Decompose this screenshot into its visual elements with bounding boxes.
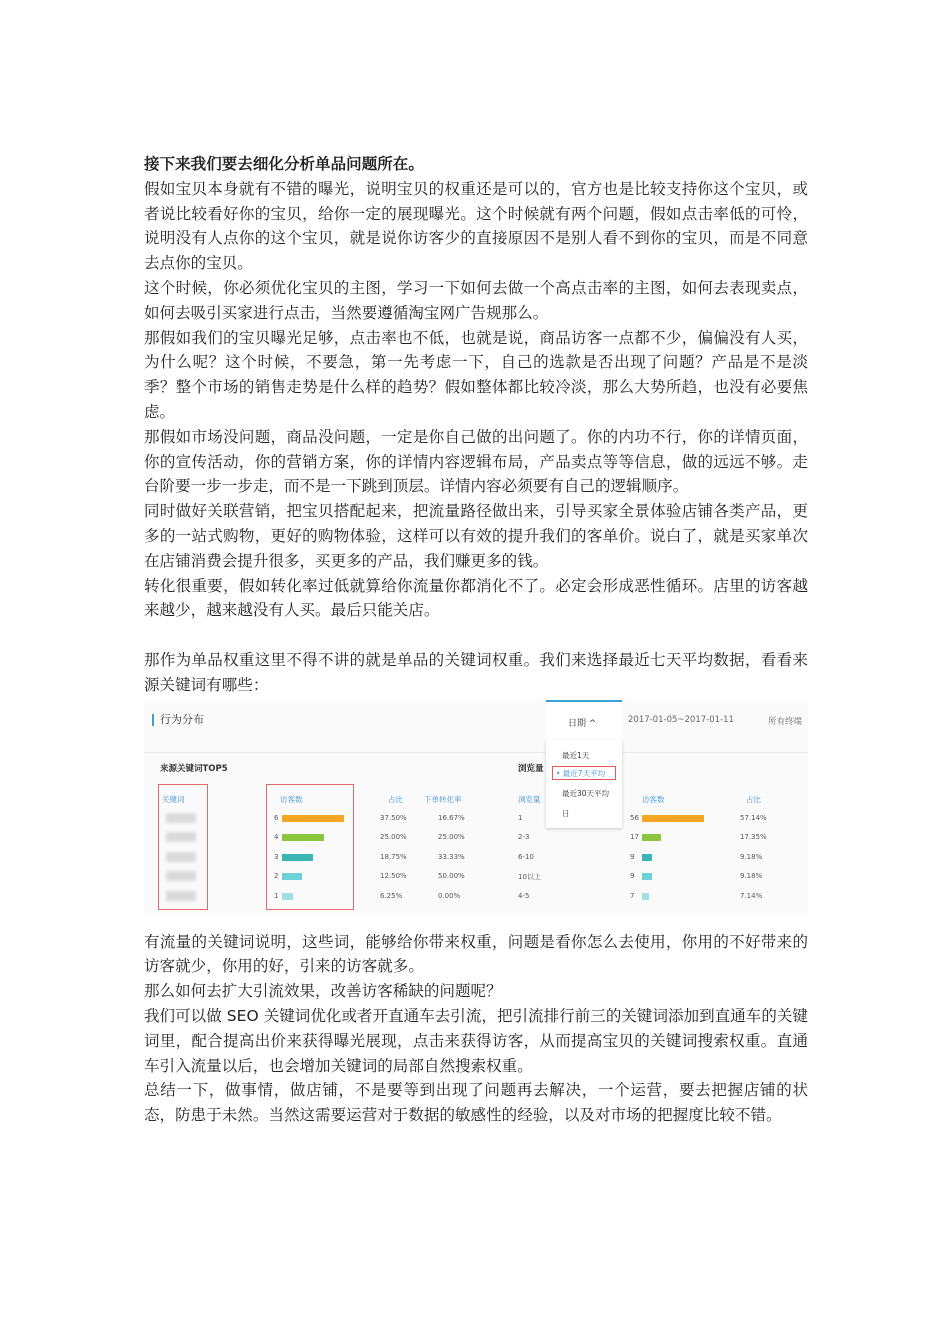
conversion-cell: 16.67% [438,813,465,822]
share-cell: 57.14% [740,813,767,822]
paragraph: 那作为单品权重这里不得不讲的就是单品的关键词权重。我们来选择最近七天平均数据，看看来源关键词有哪些： [144,650,808,694]
conversion-cell: 33.33% [438,852,465,861]
paragraph: 我们可以做 SEO 关键词优化或者开直通车去引流，把引流排行前三的关键词添加到直通车的关键词里，配合提高出价来获得曝光展现，点击来获得访客，从而提高宝贝的关键词搜索权重。直通车引入流量以后，也会增加关键词的局部自然搜索权重。 [144,1006,808,1075]
date-selector[interactable] [546,700,622,742]
dropdown-item[interactable]: 最近30天平均 [562,788,610,798]
visitors-cell: 1 [274,891,279,900]
document-body [144,152,808,1128]
visitors-cell: 17 [630,833,639,842]
share-cell: 9.18% [740,872,763,881]
visitors-bar [642,815,704,822]
visitors-cell: 3 [274,852,279,861]
blank-line [144,623,808,648]
paragraph: 那么如何去扩大引流效果，改善访客稀缺的问题呢？ [144,982,502,1001]
paragraph: 那假如我们的宝贝曝光足够，点击率也不低，也就是说，商品访客一点都不少，偏偏没有人买，为什么呢？这个时候，不要急，第一先考虑一下，自己的选款是否出现了问题？产品是不是淡季？整个市场的销售走势是什么样的趋势？假如整体都比较冷淡，那么大势所趋，也没有必要焦虑。 [144,328,808,421]
share-cell: 17.35% [740,833,767,842]
visitors-cell: 56 [630,813,639,822]
dropdown-item[interactable]: • 最近7天平均 [556,768,606,778]
visitors-cell: 2 [274,872,279,881]
right-header: 浏览量 [518,794,541,804]
left-header: 关键词 [162,794,185,804]
pageview-cell: 10以上 [518,873,541,882]
visitors-bar [642,893,649,900]
visitors-cell: 6 [274,813,279,822]
left-header: 访客数 [280,794,303,804]
paragraph: 转化很重要，假如转化率过低就算给你流量你都消化不了。必定会形成恶性循环。店里的访客越来越少，越来越没有人买。最后只能关店。 [144,576,808,620]
share-cell: 18.75% [380,852,407,861]
paragraph: 有流量的关键词说明，这些词，能够给你带来权重，问题是看你怎么去使用，你用的不好带来的访客就少，你用的好，引来的访客就多。 [144,932,808,976]
paragraph: 假如宝贝本身就有不错的曝光，说明宝贝的权重还是可以的，官方也是比较支持你这个宝贝，或者说比较看好你的宝贝，给你一定的展现曝光。这个时候就有两个问题，假如点击率低的可怜，说明没有人点你的这个宝贝，就是说你访客少的直接原因不是别人看不到你的宝贝，而是不同意去点你的宝贝。 [144,179,808,273]
divider [144,752,808,753]
left-header: 占比 [388,794,403,804]
visitors-cell: 9 [630,852,635,861]
visitors-bar [282,834,324,841]
paragraph: 总结一下，做事情，做店铺，不是要等到出现了问题再去解决，一个运营，要去把握店铺的状态，防患于未然。当然这需要运营对于数据的敏感性的经验，以及对市场的把握度比较不错。 [144,1081,808,1125]
visitors-cell: 4 [274,833,279,842]
share-cell: 25.00% [380,833,407,842]
date-dropdown [546,740,622,828]
visitors-bar [642,854,652,861]
blurred-keyword [166,813,196,823]
dropdown-item[interactable]: 日 [562,808,570,818]
share-cell: 6.25% [380,891,403,900]
date-range: 2017-01-05~2017-01-11 [628,714,734,725]
paragraph: 这个时候，你必须优化宝贝的主图，学习一下如何去做一个高点击率的主图，如何去表现卖点，如何去吸引买家进行点击，当然要遵循淘宝网广告规那么。 [144,278,808,322]
blurred-keyword [166,891,196,901]
blurred-keyword [166,832,196,842]
conversion-cell: 25.00% [438,833,465,842]
paragraph: 同时做好关联营销，把宝贝搭配起来，把流量路径做出来，引导买家全景体验店铺各类产品，更多的一站式购物，更好的购物体验，这样可以有效的提升我们的客单价。说白了，就是买家单次在店铺消费会提升很多，买更多的产品，我们赚更多的钱。 [144,502,808,570]
blurred-keyword [166,852,196,862]
pageview-cell: 4-5 [518,891,530,900]
pageview-cell: 2-3 [518,833,530,842]
pageview-cell: 1 [518,813,523,822]
right-section-title: 浏览量 [518,763,544,774]
conversion-cell: 0.00% [438,891,461,900]
visitors-cell: 7 [630,891,635,900]
share-cell: 9.18% [740,852,763,861]
visitors-bar [642,873,652,880]
visitors-bar [282,893,293,900]
panel-title: 行为分布 [152,714,204,726]
right-header: 占比 [746,794,761,804]
blurred-keyword [166,871,196,881]
all-terminals: 所有终端 [768,716,803,727]
visitors-cell: 9 [630,872,635,881]
visitors-bar [282,815,344,822]
section-heading: 接下来我们要去细化分析单品问题所在。 [144,155,424,173]
visitors-bar [282,873,302,880]
pageview-cell: 6-10 [518,852,534,861]
visitors-bar [642,834,661,841]
right-header: 访客数 [642,794,665,804]
dropdown-item[interactable]: 最近1天 [562,750,590,760]
paragraph: 那假如市场没问题，商品没问题，一定是你自己做的出问题了。你的内功不行，你的详情页面，你的宣传活动，你的营销方案，你的详情内容逻辑布局，产品卖点等等信息，做的远远不够。走台阶要一步一步走，而不是一下跳到顶层。详情内容必须要有自己的逻辑顺序。 [144,427,808,496]
date-label: 日期 ^ [568,718,597,729]
left-header: 下单转化率 [424,794,462,804]
visitors-bar [282,854,313,861]
share-cell: 7.14% [740,891,763,900]
left-section-title: 来源关键词TOP5 [160,763,228,774]
conversion-cell: 50.00% [438,872,465,881]
share-cell: 12.50% [380,872,407,881]
embedded-analytics-screenshot [144,700,808,916]
share-cell: 37.50% [380,813,407,822]
